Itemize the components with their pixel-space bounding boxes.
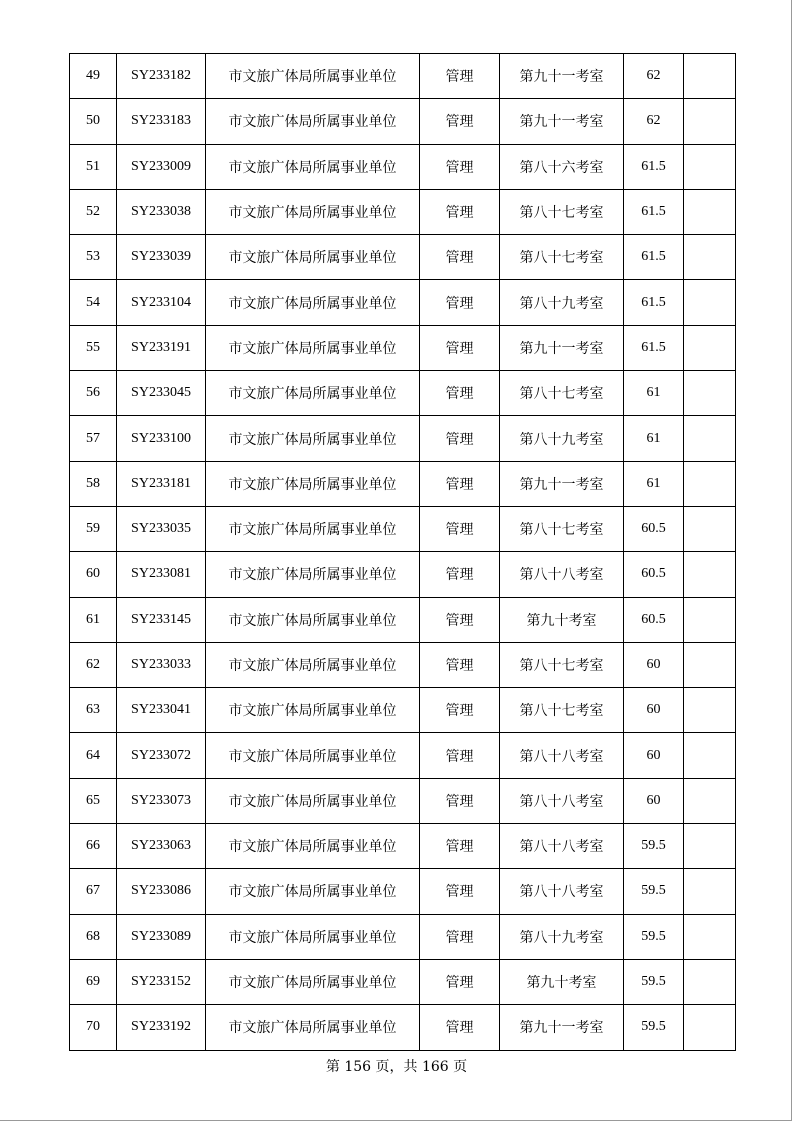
exam-id-cell: SY233041: [117, 688, 206, 733]
row-number-cell: 56: [70, 371, 117, 416]
unit-cell: 市文旅广体局所属事业单位: [206, 280, 420, 325]
position-type-cell: 管理: [420, 1005, 500, 1050]
exam-id-cell: SY233183: [117, 99, 206, 144]
exam-id-cell: SY233104: [117, 280, 206, 325]
exam-room-cell: 第八十六考室: [500, 144, 624, 189]
table-row: [70, 416, 736, 461]
exam-id-cell: SY233039: [117, 235, 206, 280]
exam-id-cell: SY233086: [117, 869, 206, 914]
row-number-cell: 49: [70, 54, 117, 99]
row-number-cell: 70: [70, 1005, 117, 1050]
position-type-cell: 管理: [420, 597, 500, 642]
exam-room-cell: 第九十一考室: [500, 1005, 624, 1050]
row-number-cell: 66: [70, 824, 117, 869]
table-row: [70, 552, 736, 597]
table-row: [70, 914, 736, 959]
table-row: [70, 824, 736, 869]
score-cell: 61.5: [624, 144, 684, 189]
score-cell: 61: [624, 371, 684, 416]
exam-room-cell: 第八十九考室: [500, 416, 624, 461]
exam-room-cell: 第八十七考室: [500, 642, 624, 687]
row-number-cell: 53: [70, 235, 117, 280]
table-row: [70, 461, 736, 506]
exam-id-cell: SY233038: [117, 189, 206, 234]
exam-id-cell: SY233145: [117, 597, 206, 642]
exam-id-cell: SY233089: [117, 914, 206, 959]
exam-room-cell: 第八十八考室: [500, 824, 624, 869]
unit-cell: 市文旅广体局所属事业单位: [206, 371, 420, 416]
score-cell: 61: [624, 461, 684, 506]
score-cell: 59.5: [624, 869, 684, 914]
exam-room-cell: 第八十八考室: [500, 552, 624, 597]
exam-id-cell: SY233100: [117, 416, 206, 461]
exam-id-cell: SY233081: [117, 552, 206, 597]
score-cell: 61.5: [624, 280, 684, 325]
unit-cell: 市文旅广体局所属事业单位: [206, 506, 420, 551]
exam-room-cell: 第九十考室: [500, 959, 624, 1004]
note-cell: [684, 280, 736, 325]
table-row: [70, 506, 736, 551]
score-cell: 62: [624, 99, 684, 144]
row-number-cell: 60: [70, 552, 117, 597]
score-cell: 60: [624, 733, 684, 778]
exam-room-cell: 第九十一考室: [500, 54, 624, 99]
note-cell: [684, 642, 736, 687]
row-number-cell: 55: [70, 325, 117, 370]
exam-room-cell: 第九十一考室: [500, 461, 624, 506]
row-number-cell: 64: [70, 733, 117, 778]
position-type-cell: 管理: [420, 824, 500, 869]
note-cell: [684, 688, 736, 733]
exam-id-cell: SY233009: [117, 144, 206, 189]
row-number-cell: 61: [70, 597, 117, 642]
note-cell: [684, 416, 736, 461]
table-row: [70, 959, 736, 1004]
score-cell: 59.5: [624, 914, 684, 959]
note-cell: [684, 461, 736, 506]
note-cell: [684, 914, 736, 959]
unit-cell: 市文旅广体局所属事业单位: [206, 642, 420, 687]
exam-id-cell: SY233073: [117, 778, 206, 823]
row-number-cell: 68: [70, 914, 117, 959]
exam-room-cell: 第八十八考室: [500, 733, 624, 778]
row-number-cell: 62: [70, 642, 117, 687]
unit-cell: 市文旅广体局所属事业单位: [206, 235, 420, 280]
table-row: [70, 54, 736, 99]
position-type-cell: 管理: [420, 54, 500, 99]
unit-cell: 市文旅广体局所属事业单位: [206, 597, 420, 642]
position-type-cell: 管理: [420, 552, 500, 597]
position-type-cell: 管理: [420, 144, 500, 189]
row-number-cell: 50: [70, 99, 117, 144]
exam-id-cell: SY233181: [117, 461, 206, 506]
exam-room-cell: 第九十一考室: [500, 99, 624, 144]
exam-room-cell: 第八十七考室: [500, 235, 624, 280]
unit-cell: 市文旅广体局所属事业单位: [206, 99, 420, 144]
table-row: [70, 733, 736, 778]
note-cell: [684, 869, 736, 914]
score-cell: 62: [624, 54, 684, 99]
position-type-cell: 管理: [420, 371, 500, 416]
row-number-cell: 51: [70, 144, 117, 189]
note-cell: [684, 189, 736, 234]
unit-cell: 市文旅广体局所属事业单位: [206, 959, 420, 1004]
note-cell: [684, 778, 736, 823]
page-number-footer: 第 156 页，共 166 页: [325, 1059, 468, 1075]
note-cell: [684, 597, 736, 642]
table-row: [70, 688, 736, 733]
row-number-cell: 58: [70, 461, 117, 506]
exam-room-cell: 第八十九考室: [500, 280, 624, 325]
score-cell: 60: [624, 778, 684, 823]
exam-id-cell: SY233063: [117, 824, 206, 869]
position-type-cell: 管理: [420, 99, 500, 144]
results-table: [69, 53, 736, 1051]
note-cell: [684, 506, 736, 551]
note-cell: [684, 733, 736, 778]
note-cell: [684, 371, 736, 416]
exam-id-cell: SY233035: [117, 506, 206, 551]
score-cell: 61.5: [624, 235, 684, 280]
position-type-cell: 管理: [420, 235, 500, 280]
exam-id-cell: SY233192: [117, 1005, 206, 1050]
row-number-cell: 54: [70, 280, 117, 325]
exam-id-cell: SY233033: [117, 642, 206, 687]
row-number-cell: 69: [70, 959, 117, 1004]
row-number-cell: 52: [70, 189, 117, 234]
table-row: [70, 1005, 736, 1050]
score-cell: 59.5: [624, 1005, 684, 1050]
row-number-cell: 63: [70, 688, 117, 733]
row-number-cell: 57: [70, 416, 117, 461]
score-cell: 60: [624, 642, 684, 687]
exam-room-cell: 第八十九考室: [500, 914, 624, 959]
table-row: [70, 280, 736, 325]
table-row: [70, 99, 736, 144]
exam-id-cell: SY233072: [117, 733, 206, 778]
row-number-cell: 67: [70, 869, 117, 914]
score-cell: 59.5: [624, 824, 684, 869]
unit-cell: 市文旅广体局所属事业单位: [206, 54, 420, 99]
exam-id-cell: SY233191: [117, 325, 206, 370]
score-cell: 61: [624, 416, 684, 461]
position-type-cell: 管理: [420, 189, 500, 234]
note-cell: [684, 144, 736, 189]
note-cell: [684, 824, 736, 869]
note-cell: [684, 552, 736, 597]
exam-room-cell: 第八十七考室: [500, 371, 624, 416]
position-type-cell: 管理: [420, 416, 500, 461]
score-cell: 60.5: [624, 597, 684, 642]
unit-cell: 市文旅广体局所属事业单位: [206, 1005, 420, 1050]
unit-cell: 市文旅广体局所属事业单位: [206, 869, 420, 914]
note-cell: [684, 959, 736, 1004]
score-cell: 60.5: [624, 552, 684, 597]
table-row: [70, 597, 736, 642]
unit-cell: 市文旅广体局所属事业单位: [206, 733, 420, 778]
position-type-cell: 管理: [420, 461, 500, 506]
unit-cell: 市文旅广体局所属事业单位: [206, 144, 420, 189]
exam-room-cell: 第八十八考室: [500, 869, 624, 914]
exam-room-cell: 第八十八考室: [500, 778, 624, 823]
position-type-cell: 管理: [420, 506, 500, 551]
exam-id-cell: SY233152: [117, 959, 206, 1004]
exam-id-cell: SY233045: [117, 371, 206, 416]
position-type-cell: 管理: [420, 642, 500, 687]
unit-cell: 市文旅广体局所属事业单位: [206, 778, 420, 823]
exam-room-cell: 第八十七考室: [500, 506, 624, 551]
exam-room-cell: 第九十考室: [500, 597, 624, 642]
note-cell: [684, 235, 736, 280]
table-row: [70, 189, 736, 234]
exam-room-cell: 第八十七考室: [500, 189, 624, 234]
score-cell: 61.5: [624, 325, 684, 370]
note-cell: [684, 325, 736, 370]
unit-cell: 市文旅广体局所属事业单位: [206, 461, 420, 506]
note-cell: [684, 1005, 736, 1050]
row-number-cell: 59: [70, 506, 117, 551]
unit-cell: 市文旅广体局所属事业单位: [206, 688, 420, 733]
table-row: [70, 235, 736, 280]
position-type-cell: 管理: [420, 688, 500, 733]
score-cell: 60.5: [624, 506, 684, 551]
position-type-cell: 管理: [420, 959, 500, 1004]
unit-cell: 市文旅广体局所属事业单位: [206, 552, 420, 597]
position-type-cell: 管理: [420, 914, 500, 959]
position-type-cell: 管理: [420, 280, 500, 325]
note-cell: [684, 99, 736, 144]
row-number-cell: 65: [70, 778, 117, 823]
score-cell: 60: [624, 688, 684, 733]
position-type-cell: 管理: [420, 778, 500, 823]
unit-cell: 市文旅广体局所属事业单位: [206, 325, 420, 370]
score-cell: 61.5: [624, 189, 684, 234]
exam-room-cell: 第八十七考室: [500, 688, 624, 733]
position-type-cell: 管理: [420, 733, 500, 778]
table-row: [70, 778, 736, 823]
score-cell: 59.5: [624, 959, 684, 1004]
position-type-cell: 管理: [420, 869, 500, 914]
unit-cell: 市文旅广体局所属事业单位: [206, 824, 420, 869]
table-row: [70, 144, 736, 189]
table-body: [70, 54, 736, 1051]
note-cell: [684, 54, 736, 99]
table-row: [70, 642, 736, 687]
table-row: [70, 869, 736, 914]
table-row: [70, 371, 736, 416]
exam-room-cell: 第九十一考室: [500, 325, 624, 370]
position-type-cell: 管理: [420, 325, 500, 370]
unit-cell: 市文旅广体局所属事业单位: [206, 914, 420, 959]
exam-id-cell: SY233182: [117, 54, 206, 99]
unit-cell: 市文旅广体局所属事业单位: [206, 416, 420, 461]
unit-cell: 市文旅广体局所属事业单位: [206, 189, 420, 234]
table-row: [70, 325, 736, 370]
